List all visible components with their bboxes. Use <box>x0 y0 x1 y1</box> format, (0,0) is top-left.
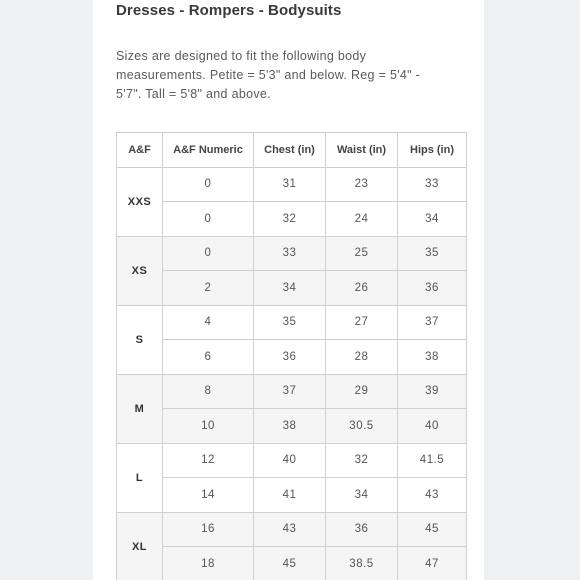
header-size: A&F <box>117 133 163 168</box>
size-label-cell: XS <box>117 236 163 305</box>
hips-cell: 34 <box>398 202 467 237</box>
table-row <box>117 409 467 444</box>
header-waist: Waist (in) <box>326 133 398 168</box>
table-header-row <box>117 133 467 168</box>
waist-cell: 24 <box>326 202 398 237</box>
size-label-cell: M <box>117 374 163 443</box>
hips-cell: 37 <box>398 305 467 340</box>
size-label-cell: L <box>117 443 163 512</box>
chest-cell: 38 <box>254 409 326 444</box>
waist-cell: 26 <box>326 271 398 306</box>
header-chest: Chest (in) <box>254 133 326 168</box>
table-row <box>117 305 467 340</box>
numeric-cell: 0 <box>163 236 254 271</box>
header-hips: Hips (in) <box>398 133 467 168</box>
hips-cell: 41.5 <box>398 443 467 478</box>
size-guide-page <box>93 0 484 580</box>
waist-cell: 28 <box>326 340 398 375</box>
hips-cell: 39 <box>398 374 467 409</box>
numeric-cell: 0 <box>163 167 254 202</box>
table-row <box>117 236 467 271</box>
size-label-cell: XXS <box>117 167 163 236</box>
hips-cell: 47 <box>398 547 467 580</box>
chest-cell: 32 <box>254 202 326 237</box>
table-row <box>117 374 467 409</box>
waist-cell: 27 <box>326 305 398 340</box>
waist-cell: 29 <box>326 374 398 409</box>
page-title: Dresses - Rompers - Bodysuits <box>116 2 342 19</box>
numeric-cell: 2 <box>163 271 254 306</box>
table-row <box>117 167 467 202</box>
size-intro-text: Sizes are designed to fit the following body measurements. Petite = 5'3" and below. Reg = 5'4" - 5'7". Tall = 5'8" and above. <box>116 49 421 101</box>
size-table-body <box>117 167 467 580</box>
waist-cell: 23 <box>326 167 398 202</box>
numeric-cell: 4 <box>163 305 254 340</box>
header-numeric: A&F Numeric <box>163 133 254 168</box>
hips-cell: 36 <box>398 271 467 306</box>
waist-cell: 30.5 <box>326 409 398 444</box>
numeric-cell: 18 <box>163 547 254 580</box>
waist-cell: 36 <box>326 512 398 547</box>
hips-cell: 38 <box>398 340 467 375</box>
chest-cell: 36 <box>254 340 326 375</box>
chest-cell: 35 <box>254 305 326 340</box>
numeric-cell: 14 <box>163 478 254 513</box>
chest-cell: 41 <box>254 478 326 513</box>
numeric-cell: 12 <box>163 443 254 478</box>
numeric-cell: 10 <box>163 409 254 444</box>
waist-cell: 38.5 <box>326 547 398 580</box>
waist-cell: 32 <box>326 443 398 478</box>
waist-cell: 25 <box>326 236 398 271</box>
size-chart-table <box>116 132 467 580</box>
numeric-cell: 8 <box>163 374 254 409</box>
hips-cell: 40 <box>398 409 467 444</box>
table-row <box>117 512 467 547</box>
numeric-cell: 0 <box>163 202 254 237</box>
numeric-cell: 16 <box>163 512 254 547</box>
chest-cell: 34 <box>254 271 326 306</box>
hips-cell: 33 <box>398 167 467 202</box>
hips-cell: 45 <box>398 512 467 547</box>
table-row <box>117 478 467 513</box>
chest-cell: 31 <box>254 167 326 202</box>
chest-cell: 40 <box>254 443 326 478</box>
chest-cell: 33 <box>254 236 326 271</box>
table-row <box>117 340 467 375</box>
table-row <box>117 271 467 306</box>
size-label-cell: XL <box>117 512 163 580</box>
waist-cell: 34 <box>326 478 398 513</box>
hips-cell: 43 <box>398 478 467 513</box>
table-row <box>117 202 467 237</box>
table-row <box>117 547 467 580</box>
numeric-cell: 6 <box>163 340 254 375</box>
chest-cell: 43 <box>254 512 326 547</box>
chest-cell: 37 <box>254 374 326 409</box>
table-row <box>117 443 467 478</box>
hips-cell: 35 <box>398 236 467 271</box>
size-label-cell: S <box>117 305 163 374</box>
chest-cell: 45 <box>254 547 326 580</box>
